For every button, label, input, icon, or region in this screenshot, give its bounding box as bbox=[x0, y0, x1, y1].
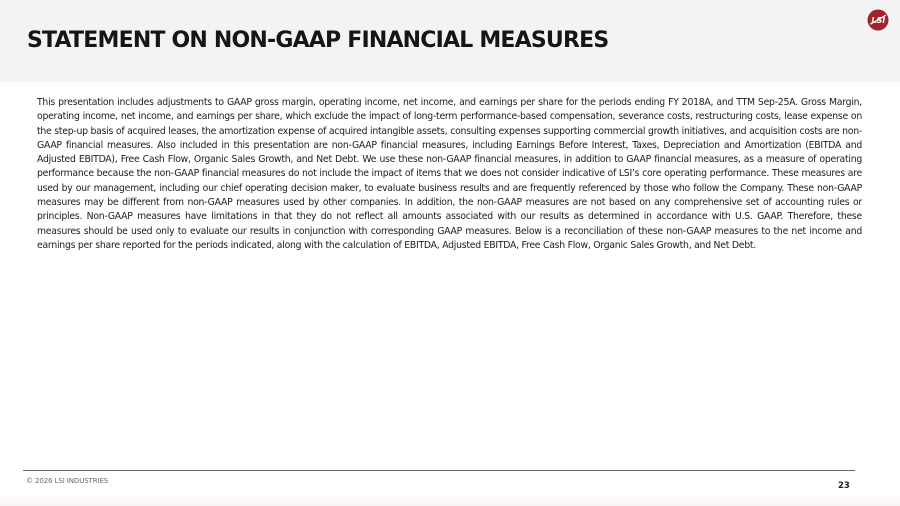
logo-text: LSI bbox=[871, 16, 886, 25]
copyright-notice: © 2026 LSI INDUSTRIES bbox=[26, 477, 109, 485]
bottom-band bbox=[0, 493, 900, 506]
page-number: 23 bbox=[838, 481, 850, 491]
slide-title: STATEMENT ON NON-GAAP FINANCIAL MEASURES bbox=[27, 28, 609, 53]
lsi-logo-icon bbox=[867, 9, 889, 31]
footer-divider bbox=[23, 470, 855, 471]
non-gaap-statement-text: This presentation includes adjustments to GAAP gross margin, operating income, net income, and earnings per share for the periods ending FY 2018A, and TTM Sep-25A. Gross Margin, operating income, net income, and earnings per share, which exclude the impact of long-term performance-based compensation, severance costs, restructuring costs, lease expense on the step-up basis of acquired leases, the amortization expense of acquired intangible assets, consulting expenses supporting commercial growth initiatives, and acquisition costs are non-GAAP financial measures. Also included in this presentation are non-GAAP financial measures, including Earnings Before Interest, Taxes, Depreciation and Amortization (EBITDA and Adjusted EBITDA), Free Cash Flow, Organic Sales Growth, and Net Debt. We use these non-GAAP financial measures, in addition to GAAP financial measures, as a measure of operating performance because the non-GAAP financial measures do not include the impact of items that we does not consider indicative of LSI’s core operating performance. These measures are used by our management, including our chief operating decision maker, to evaluate business results and are frequently referenced by those who follow the Company. These non-GAAP measures may be different from non-GAAP measures used by other companies. In addition, the non-GAAP measures are not based on any comprehensive set of accounting rules or principles. Non-GAAP measures have limitations in that they do not reflect all amounts associated with our results as determined in accordance with U.S. GAAP. Therefore, these measures should be used only to evaluate our results in conjunction with corresponding GAAP measures. Below is a reconciliation of these non-GAAP measures to the net income and earnings per share reported for the periods indicated, along with the calculation of EBITDA, Adjusted EBITDA, Free Cash Flow, Organic Sales Growth, and Net Debt. bbox=[37, 97, 862, 251]
